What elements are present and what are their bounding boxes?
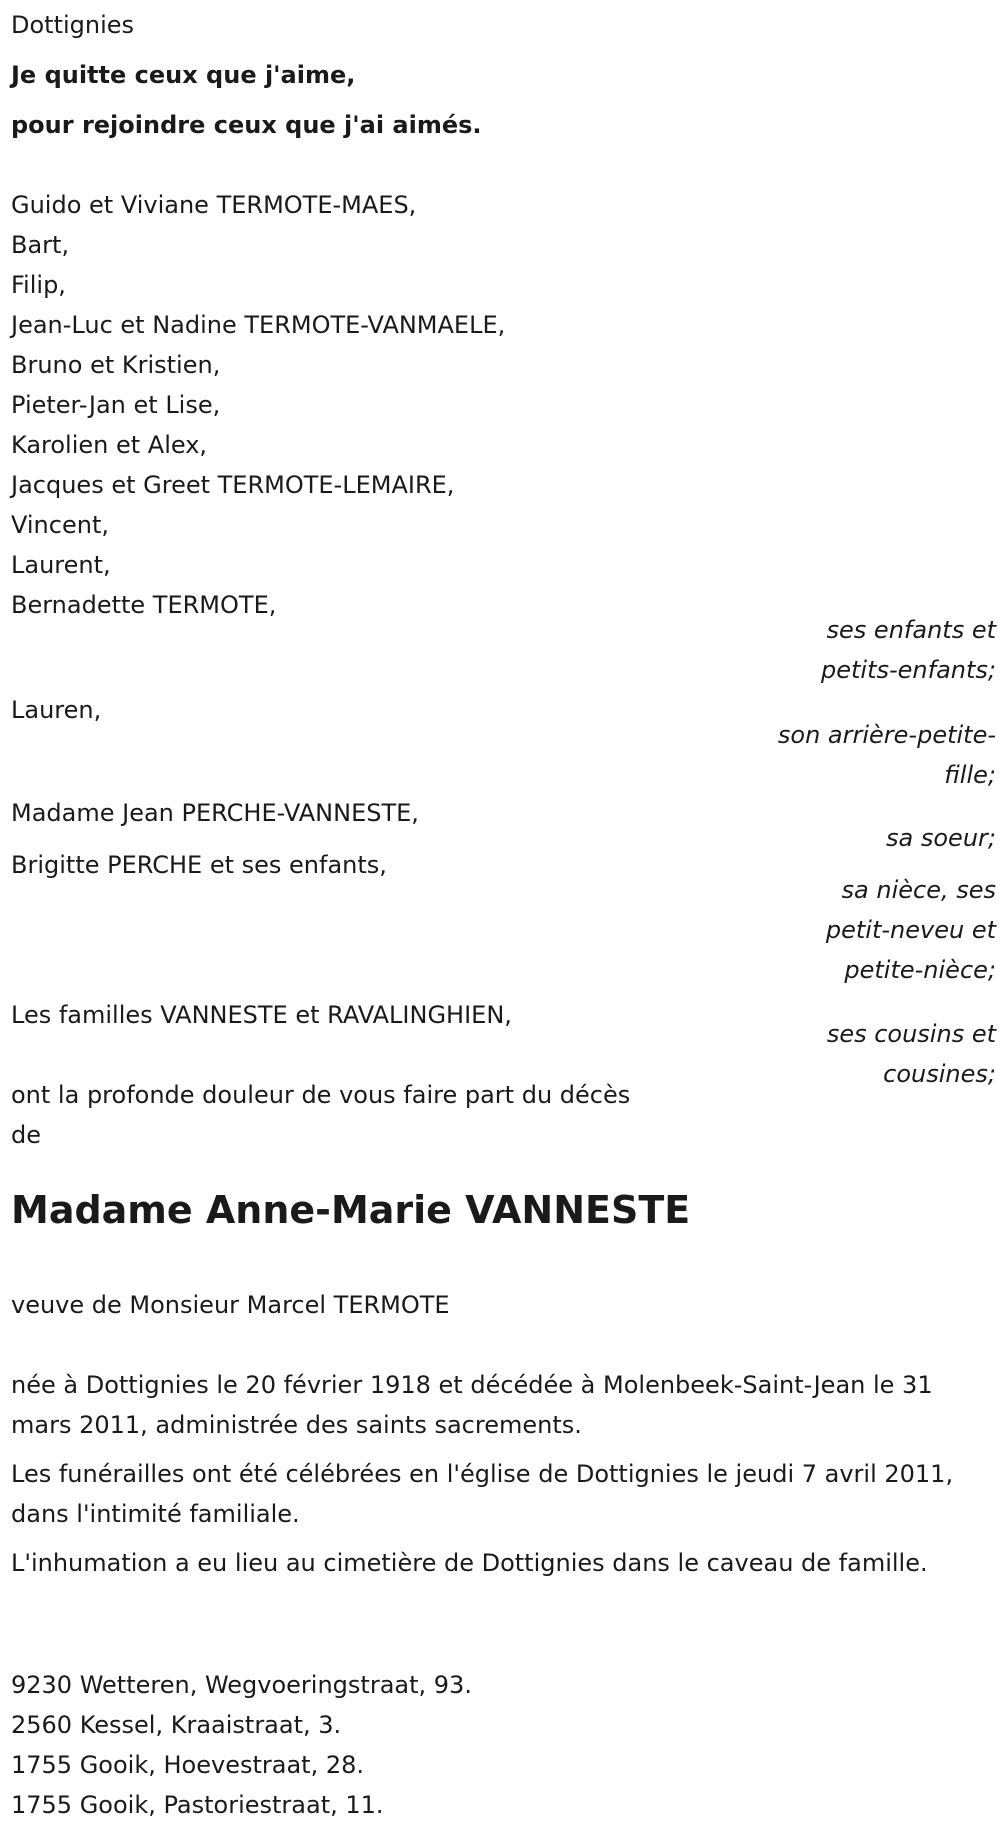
family-line: Bruno et Kristien, <box>11 351 221 379</box>
relation-niece <box>696 870 996 990</box>
relation-label: petit-neveu et <box>825 916 996 944</box>
address-line: 1755 Gooik, Hoevestraat, 28. <box>11 1751 364 1779</box>
sister-name: Madame Jean PERCHE-VANNESTE, <box>11 799 419 827</box>
relation-label: ses enfants et <box>826 616 996 644</box>
family-line: Bernadette TERMOTE, <box>11 591 277 619</box>
relation-label: petits-enfants; <box>821 656 996 684</box>
relation-label: petite-nièce; <box>844 956 996 984</box>
relation-label: fille; <box>944 761 996 789</box>
relation-label: cousines; <box>883 1060 996 1088</box>
family-line: Jean-Luc et Nadine TERMOTE-VANMAELE, <box>11 311 506 339</box>
relation-sister <box>696 818 996 858</box>
family-line: Vincent, <box>11 511 109 539</box>
quote-line-2: pour rejoindre ceux que j'ai aimés. <box>11 111 482 139</box>
detail-birth-death: née à Dottignies le 20 février 1918 et décédée à Molenbeek-Saint-Jean le 31 mars 2011, administrée des saints sacrements. <box>11 1371 933 1439</box>
address-line: 9230 Wetteren, Wegvoeringstraat, 93. <box>11 1671 472 1699</box>
family-line: Karolien et Alex, <box>11 431 208 459</box>
detail-burial: L'inhumation a eu lieu au cimetière de Dottignies dans le caveau de famille. <box>11 1549 928 1577</box>
deceased-name: Madame Anne-Marie VANNESTE <box>11 1188 691 1232</box>
announcement-line-1: ont la profonde douleur de vous faire part du décès <box>11 1081 631 1109</box>
relation-label: sa soeur; <box>886 824 996 852</box>
great-grandchild-name: Lauren, <box>11 696 102 724</box>
relation-label: son arrière-petite- <box>777 721 996 749</box>
families-name: Les familles VANNESTE et RAVALINGHIEN, <box>11 1001 512 1029</box>
relation-label: ses cousins et <box>826 1020 996 1048</box>
detail-funeral: Les funérailles ont été célébrées en l'église de Dottignies le jeudi 7 avril 2011, dans l'intimité familiale. <box>11 1460 954 1528</box>
announcement-line-2: de <box>11 1121 41 1149</box>
family-line: Filip, <box>11 271 66 299</box>
family-line: Guido et Viviane TERMOTE-MAES, <box>11 191 417 219</box>
family-line: Pieter-Jan et Lise, <box>11 391 221 419</box>
niece-name: Brigitte PERCHE et ses enfants, <box>11 851 387 879</box>
relation-cousins <box>696 1014 996 1094</box>
relation-great-grandchild <box>696 715 996 795</box>
widow-of: veuve de Monsieur Marcel TERMOTE <box>11 1291 450 1319</box>
location: Dottignies <box>11 11 135 39</box>
address-line: 2560 Kessel, Kraaistraat, 3. <box>11 1711 342 1739</box>
family-line: Bart, <box>11 231 70 259</box>
relation-label: sa nièce, ses <box>841 876 996 904</box>
family-line: Jacques et Greet TERMOTE-LEMAIRE, <box>11 471 455 499</box>
relation-children <box>696 610 996 690</box>
family-line: Laurent, <box>11 551 111 579</box>
address-line: 1755 Gooik, Pastoriestraat, 11. <box>11 1791 384 1819</box>
quote-line-1: Je quitte ceux que j'aime, <box>11 61 356 89</box>
